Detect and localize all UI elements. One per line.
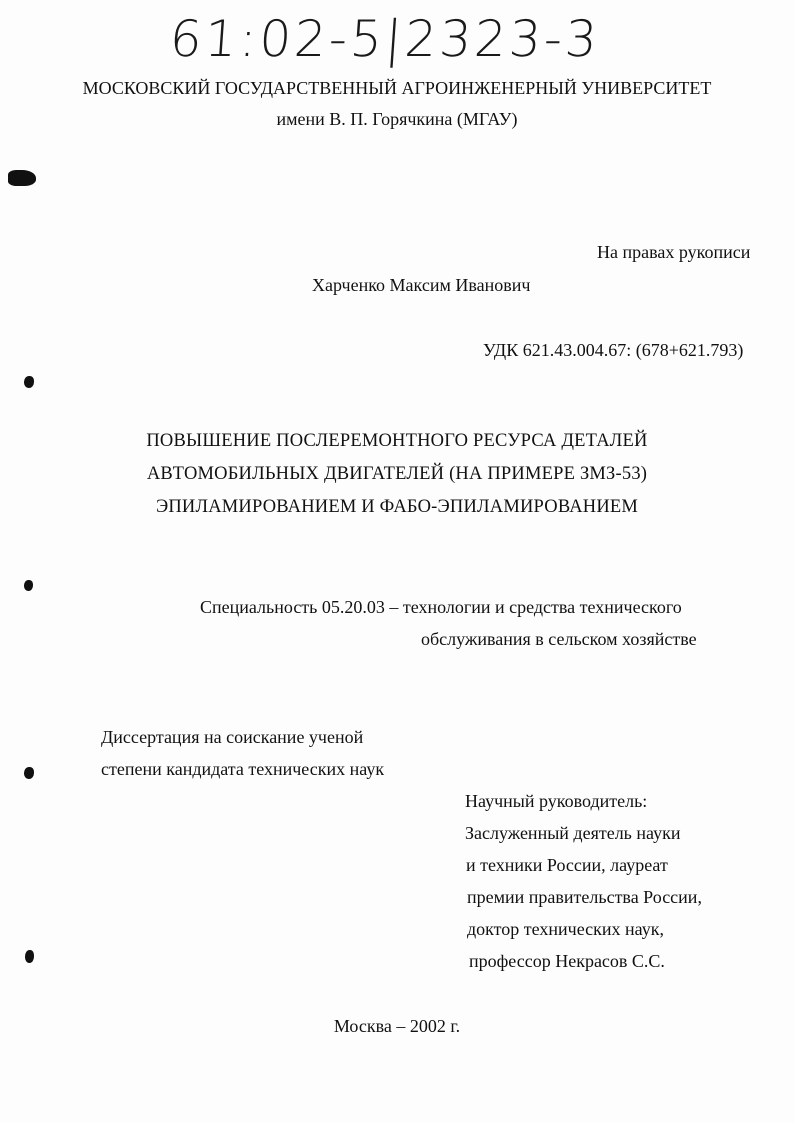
- thesis-title-line-2: АВТОМОБИЛЬНЫХ ДВИГАТЕЛЕЙ (НА ПРИМЕРЕ ЗМЗ-53): [146, 464, 648, 484]
- archive-code-handwritten: 61:02-5|2323-3: [167, 10, 602, 68]
- binding-mark-2: [24, 580, 33, 591]
- binding-mark-top: [8, 170, 36, 186]
- supervisor-line-3: и техники России, лауреат: [466, 855, 668, 875]
- thesis-title-line-3: ЭПИЛАМИРОВАНИЕМ И ФАБО-ЭПИЛАМИРОВАНИЕМ: [155, 497, 639, 517]
- binding-mark-3: [24, 767, 34, 779]
- binding-mark-4: [25, 950, 34, 963]
- binding-mark-1: [24, 376, 34, 388]
- university-subtitle: имени В. П. Горячкина (МГАУ): [276, 109, 518, 129]
- specialty-line-2: обслуживания в сельском хозяйстве: [421, 629, 697, 649]
- rights-reserved-label: На правах рукописи: [597, 242, 751, 262]
- university-title: МОСКОВСКИЙ ГОСУДАРСТВЕННЫЙ АГРОИНЖЕНЕРНЫЙ УНИВЕРСИТЕТ: [82, 78, 712, 98]
- thesis-title-line-1: ПОВЫШЕНИЕ ПОСЛЕРЕМОНТНОГО РЕСУРСА ДЕТАЛЕЙ: [146, 431, 648, 451]
- udk-code: УДК 621.43.004.67: (678+621.793): [483, 340, 744, 360]
- specialty-line-1: Специальность 05.20.03 – технологии и средства технического: [200, 597, 682, 617]
- supervisor-line-4: премии правительства России,: [467, 887, 702, 907]
- supervisor-line-5: доктор технических наук,: [467, 919, 664, 939]
- supervisor-line-2: Заслуженный деятель науки: [465, 823, 681, 843]
- dissertation-line-1: Диссертация на соискание ученой: [101, 727, 364, 747]
- city-year-footer: Москва – 2002 г.: [333, 1016, 461, 1036]
- author-name: Харченко Максим Иванович: [312, 275, 531, 295]
- supervisor-name: профессор Некрасов С.С.: [469, 951, 665, 971]
- supervisor-heading: Научный руководитель:: [465, 791, 648, 811]
- dissertation-line-2: степени кандидата технических наук: [101, 759, 385, 779]
